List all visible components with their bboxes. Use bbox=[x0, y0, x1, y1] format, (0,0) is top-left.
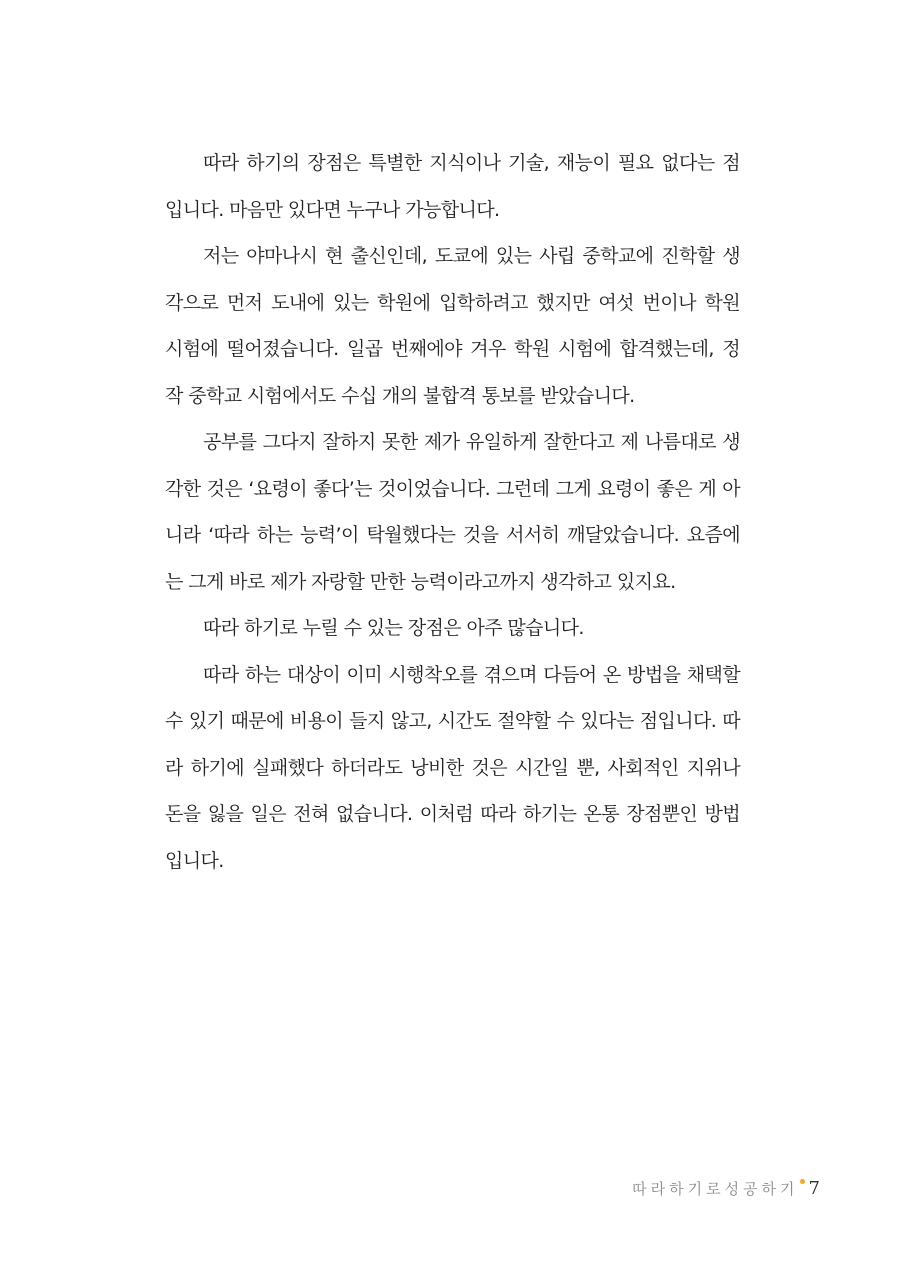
text-line: 돈을 잃을 일은 전혀 없습니다. 이처럼 따라 하기는 온통 장점뿐인 방법 bbox=[165, 803, 740, 825]
paragraph-3 bbox=[165, 424, 740, 610]
text-line: 입니다. 마음만 있다면 누구나 가능합니다. bbox=[165, 198, 500, 221]
text-line: 시험에 떨어졌습니다. 일곱 번째에야 겨우 학원 시험에 합격했는데, 정 bbox=[165, 338, 740, 360]
paragraph-2 bbox=[165, 238, 740, 424]
text-line: 입니다. bbox=[165, 849, 224, 872]
paragraph-4 bbox=[165, 610, 740, 657]
running-title: 따라하기로성공하기 bbox=[632, 1180, 799, 1198]
page-number: 7 bbox=[808, 1178, 820, 1199]
body-text bbox=[165, 145, 740, 889]
text-line: 니라 ‘따라 하는 능력’이 탁월했다는 것을 서서히 깨달았습니다. 요즘에 bbox=[165, 524, 740, 546]
text-line: 따라 하기의 장점은 특별한 지식이나 기술, 재능이 필요 없다는 점 bbox=[203, 152, 740, 174]
page-footer bbox=[632, 1178, 820, 1199]
text-line: 수 있기 때문에 비용이 들지 않고, 시간도 절약할 수 있다는 점입니다. 따 bbox=[165, 710, 740, 732]
paragraph-5 bbox=[165, 657, 740, 890]
text-line: 따라 하기로 누릴 수 있는 장점은 아주 많습니다. bbox=[203, 617, 584, 639]
text-line: 따라 하는 대상이 이미 시행착오를 겪으며 다듬어 온 방법을 채택할 bbox=[203, 663, 740, 686]
orange-dot-icon bbox=[800, 1179, 805, 1184]
text-line: 각한 것은 ‘요령이 좋다’는 것이었습니다. 그런데 그게 요령이 좋은 게 아 bbox=[165, 477, 740, 500]
text-line: 저는 야마나시 현 출신인데, 도쿄에 있는 사립 중학교에 진학할 생 bbox=[203, 245, 740, 267]
text-line: 작 중학교 시험에서도 수십 개의 불합격 통보를 받았습니다. bbox=[165, 384, 635, 407]
text-line: 각으로 먼저 도내에 있는 학원에 입학하려고 했지만 여섯 번이나 학원 bbox=[165, 291, 740, 314]
text-line: 라 하기에 실패했다 하더라도 낭비한 것은 시간일 뿐, 사회적인 지위나 bbox=[165, 756, 740, 779]
paragraph-1 bbox=[165, 145, 740, 238]
text-line: 는 그게 바로 제가 자랑할 만한 능력이라고까지 생각하고 있지요. bbox=[165, 570, 676, 593]
text-line: 공부를 그다지 잘하지 못한 제가 유일하게 잘한다고 제 나름대로 생 bbox=[203, 431, 740, 453]
